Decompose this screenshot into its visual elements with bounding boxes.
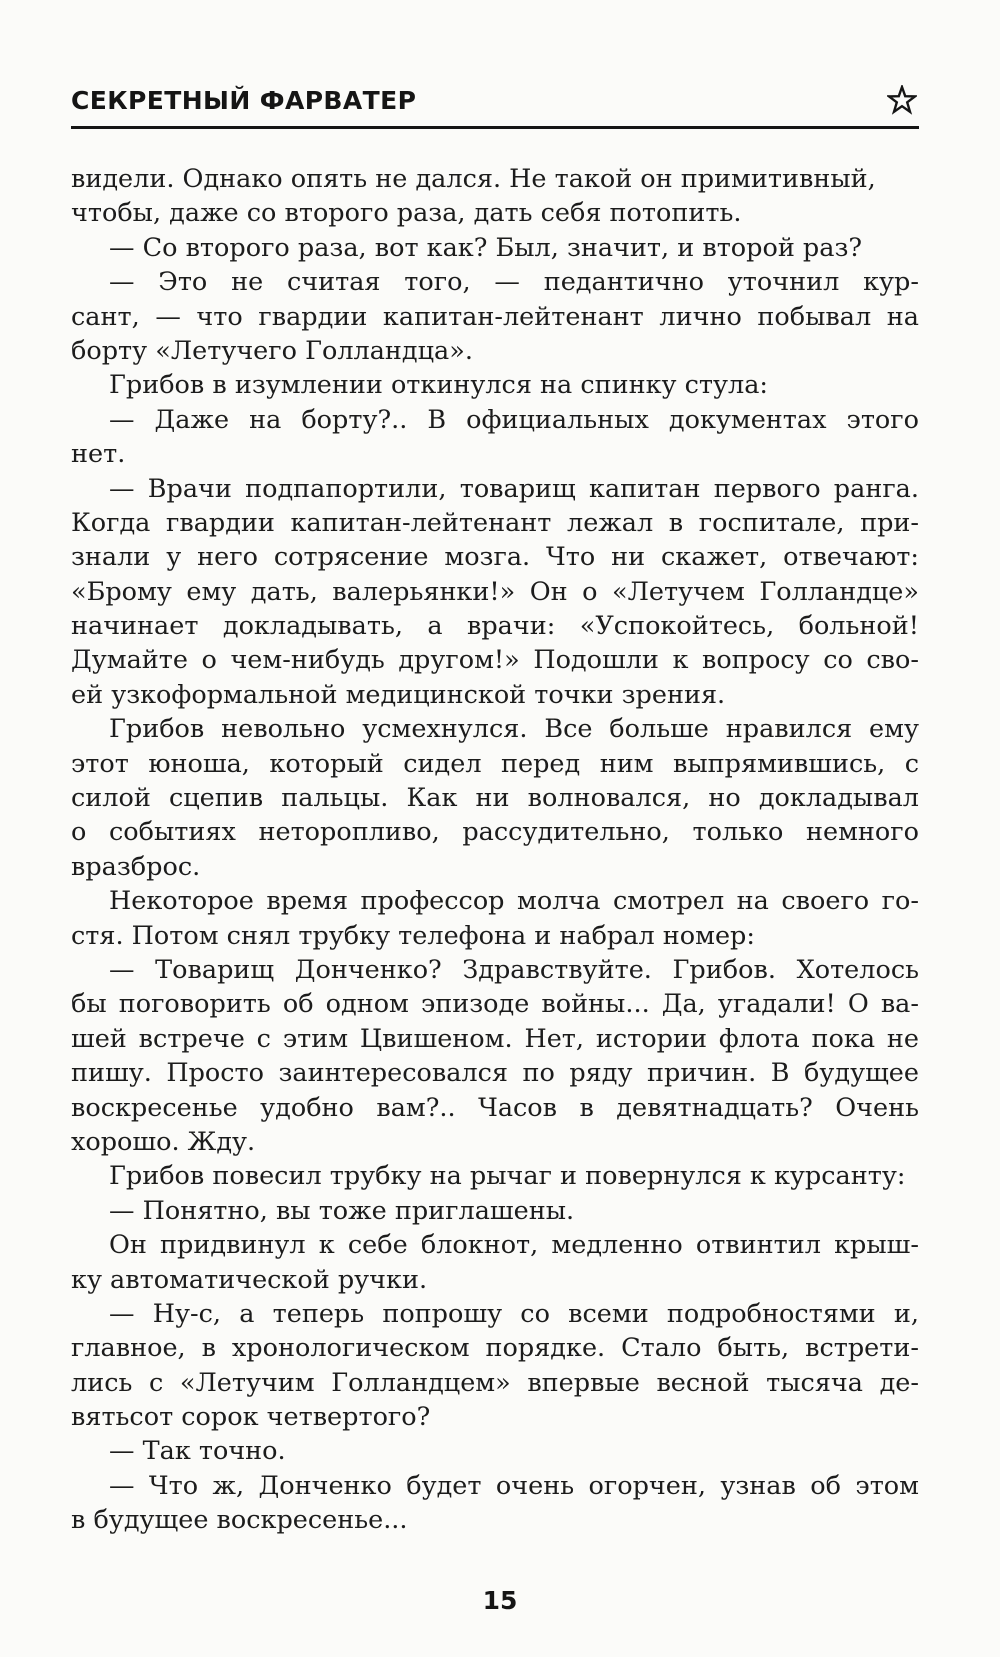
running-title: СЕКРЕТНЫЙ ФАРВАТЕР [71,86,417,115]
text-line: борту «Летучего Голландца». [71,335,473,366]
text-line: знали у него сотрясение мозга. Что ни скажет, отвечают: [71,542,919,573]
text-line: Грибов повесил трубку на рычаг и повернулся к курсанту: [109,1161,906,1192]
text-line: бы поговорить об одном эпизоде войны... Да, угадали! О ва- [71,989,919,1020]
text-line: Он придвинул к себе блокнот, медленно отвинтил крыш- [109,1230,919,1261]
text-line: Когда гвардии капитан-лейтенант лежал в госпитале, при- [71,507,919,538]
text-line: «Брому ему дать, валерьянки!» Он о «Летучем Голландце» [71,576,919,607]
page-header [71,86,919,132]
text-line: в будущее воскресенье... [71,1505,408,1536]
star-icon [887,85,917,115]
text-line: — Даже на борту?.. В официальных документах этого [109,404,919,435]
text-line: этот юноша, который сидел перед ним выпрямившись, с [71,748,919,779]
text-line: Думайте о чем-нибудь другом!» Подошли к вопросу со сво- [71,645,919,676]
text-line: — Понятно, вы тоже приглашены. [109,1195,575,1226]
text-line: Некоторое время профессор молча смотрел на своего го- [109,886,919,917]
text-line: вятьсот сорок четвертого? [71,1402,431,1433]
text-line: — Со второго раза, вот как? Был, значит, и второй раз? [109,232,863,263]
text-line: о событиях неторопливо, рассудительно, только немного [71,817,919,848]
text-line: пишу. Просто заинтересовался по ряду причин. В будущее [71,1058,919,1089]
text-line: — Что ж, Донченко будет очень огорчен, узнав об этом [109,1470,919,1501]
text-line: ку автоматической ручки. [71,1264,428,1295]
text-line: сант, — что гвардии капитан-лейтенант лично побывал на [71,301,919,332]
text-line: вразброс. [71,851,201,882]
text-line: лись с «Летучим Голландцем» впервые весной тысяча де- [71,1367,919,1398]
text-line: видели. Однако опять не дался. Не такой он примитивный, [71,164,876,194]
text-line: воскресенье удобно вам?.. Часов в девятнадцать? Очень [71,1092,919,1123]
text-line: — Товарищ Донченко? Здравствуйте. Грибов. Хотелось [109,954,919,985]
text-line: начинает докладывать, а врачи: «Успокойтесь, больной! [71,611,919,642]
text-line: шей встрече с этим Цвишеном. Нет, истории флота пока не [71,1023,919,1054]
text-line: Грибов невольно усмехнулся. Все больше нравился ему [109,714,919,745]
text-line: нет. [71,439,126,470]
text-line: — Ну-с, а теперь попрошу со всеми подробностями и, [109,1298,919,1329]
body-text [71,162,919,1538]
text-line: — Это не считая того, — педантично уточнил кур- [109,267,919,298]
text-line: — Врачи подпапортили, товарищ капитан первого ранга. [109,473,919,504]
text-line: главное, в хронологическом порядке. Стало быть, встрети- [71,1333,919,1364]
text-line: силой сцепив пальцы. Как ни волновался, но докладывал [71,783,919,814]
text-line: Грибов в изумлении откинулся на спинку стула: [109,370,769,401]
text-line: ей узкоформальной медицинской точки зрения. [71,679,726,710]
text-line: — Так точно. [109,1436,286,1467]
text-line: чтобы, даже со второго раза, дать себя потопить. [71,198,742,229]
text-line: хорошо. Жду. [71,1126,256,1157]
header-rule [71,126,919,129]
text-line: стя. Потом снял трубку телефона и набрал номер: [71,920,755,951]
page-number: 15 [482,1586,518,1615]
